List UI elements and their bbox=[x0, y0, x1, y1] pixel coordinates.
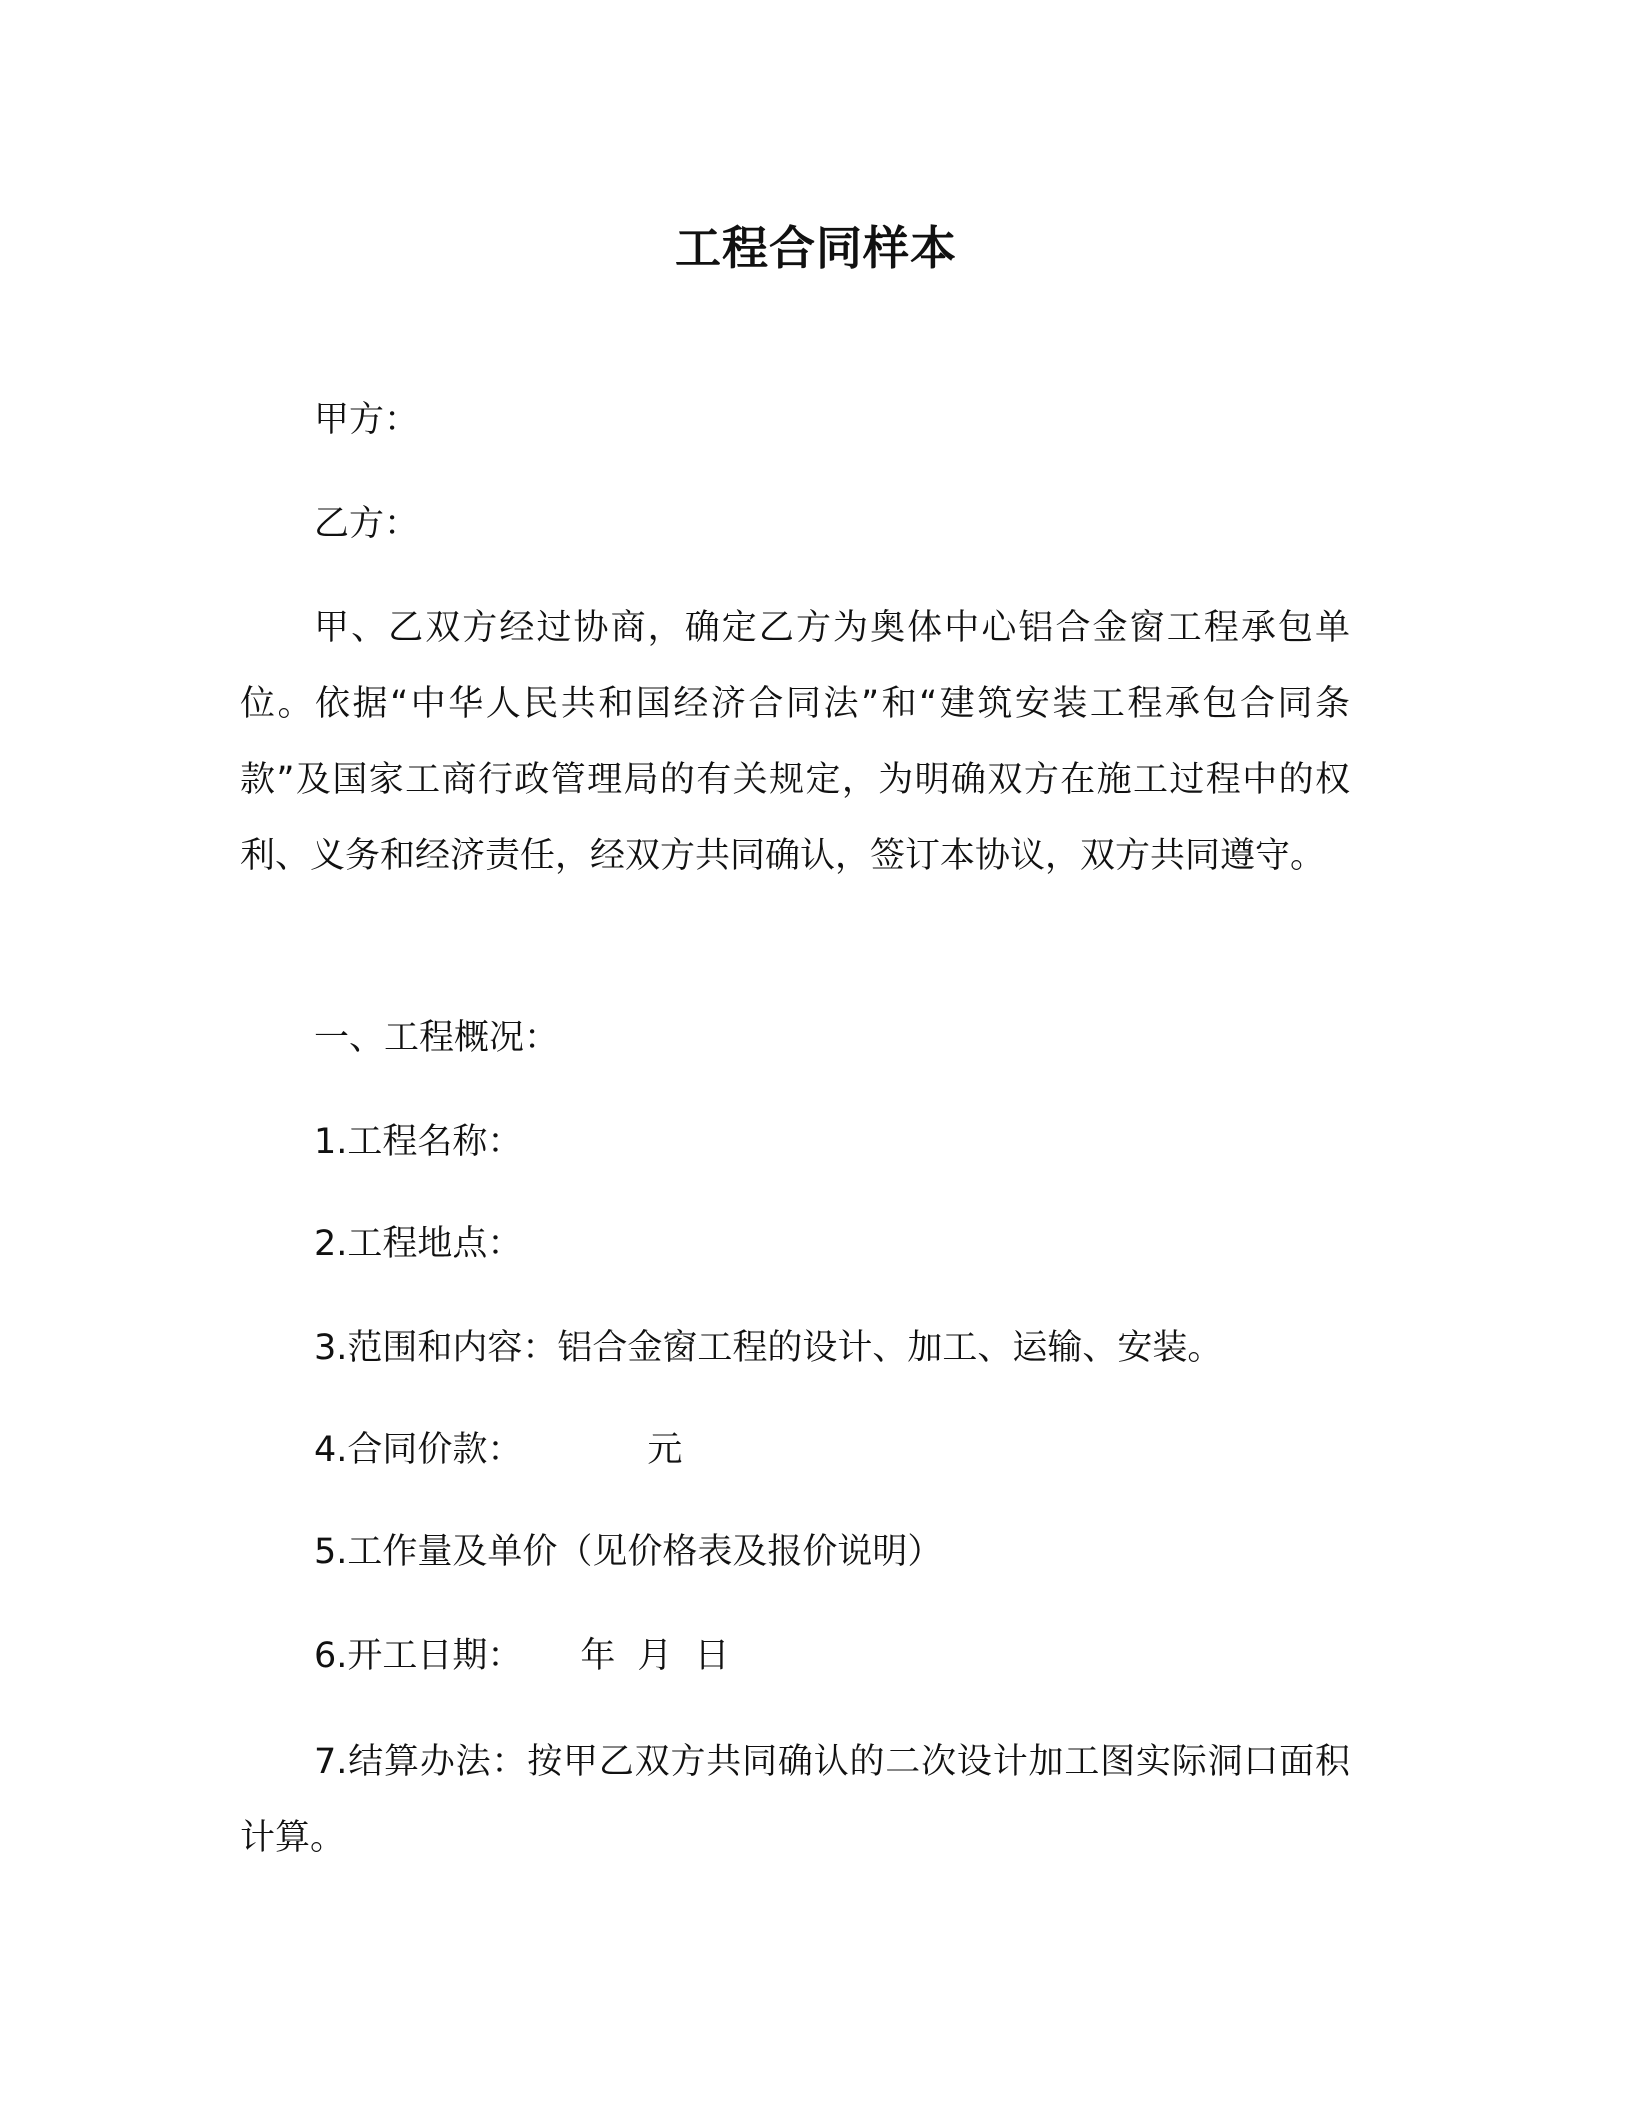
start-date-month: 月 bbox=[637, 1636, 673, 1676]
intro-paragraph: 甲、乙双方经过协商，确定乙方为奥体中心铝合金窗工程承包单位。依据“中华人民共和国经济合同法”和“建筑安装工程承包合同条款”及国家工商行政管理局的有关规定，为明确双方在施工过程中的权利、义务和经济责任，经双方共同确认，签订本协议，双方共同遵守。 bbox=[240, 608, 1350, 876]
contract-price-label: 4.合同价款： bbox=[314, 1430, 523, 1470]
item-contract-price bbox=[314, 1426, 682, 1474]
item-workload-unit-price: 5.工作量及单价（见价格表及报价说明） bbox=[314, 1532, 943, 1572]
item-project-location: 2.工程地点： bbox=[314, 1224, 523, 1264]
start-date-year: 年 bbox=[580, 1636, 616, 1676]
section-1-heading: 一、工程概况： bbox=[314, 1018, 560, 1058]
start-date-day: 日 bbox=[694, 1636, 730, 1676]
start-date-label: 6.开工日期： bbox=[314, 1636, 523, 1676]
item-settlement-method: 7.结算办法：按甲乙双方共同确认的二次设计加工图实际洞口面积计算。 bbox=[240, 1742, 1350, 1858]
party-a-label: 甲方： bbox=[314, 400, 420, 440]
party-b-label: 乙方： bbox=[314, 504, 420, 544]
document-title: 工程合同样本 bbox=[675, 221, 957, 275]
contract-price-unit: 元 bbox=[647, 1430, 683, 1470]
item-scope-content: 3.范围和内容：铝合金窗工程的设计、加工、运输、安装。 bbox=[314, 1328, 1223, 1368]
item-start-date bbox=[314, 1632, 729, 1680]
item-project-name: 1.工程名称： bbox=[314, 1122, 523, 1162]
